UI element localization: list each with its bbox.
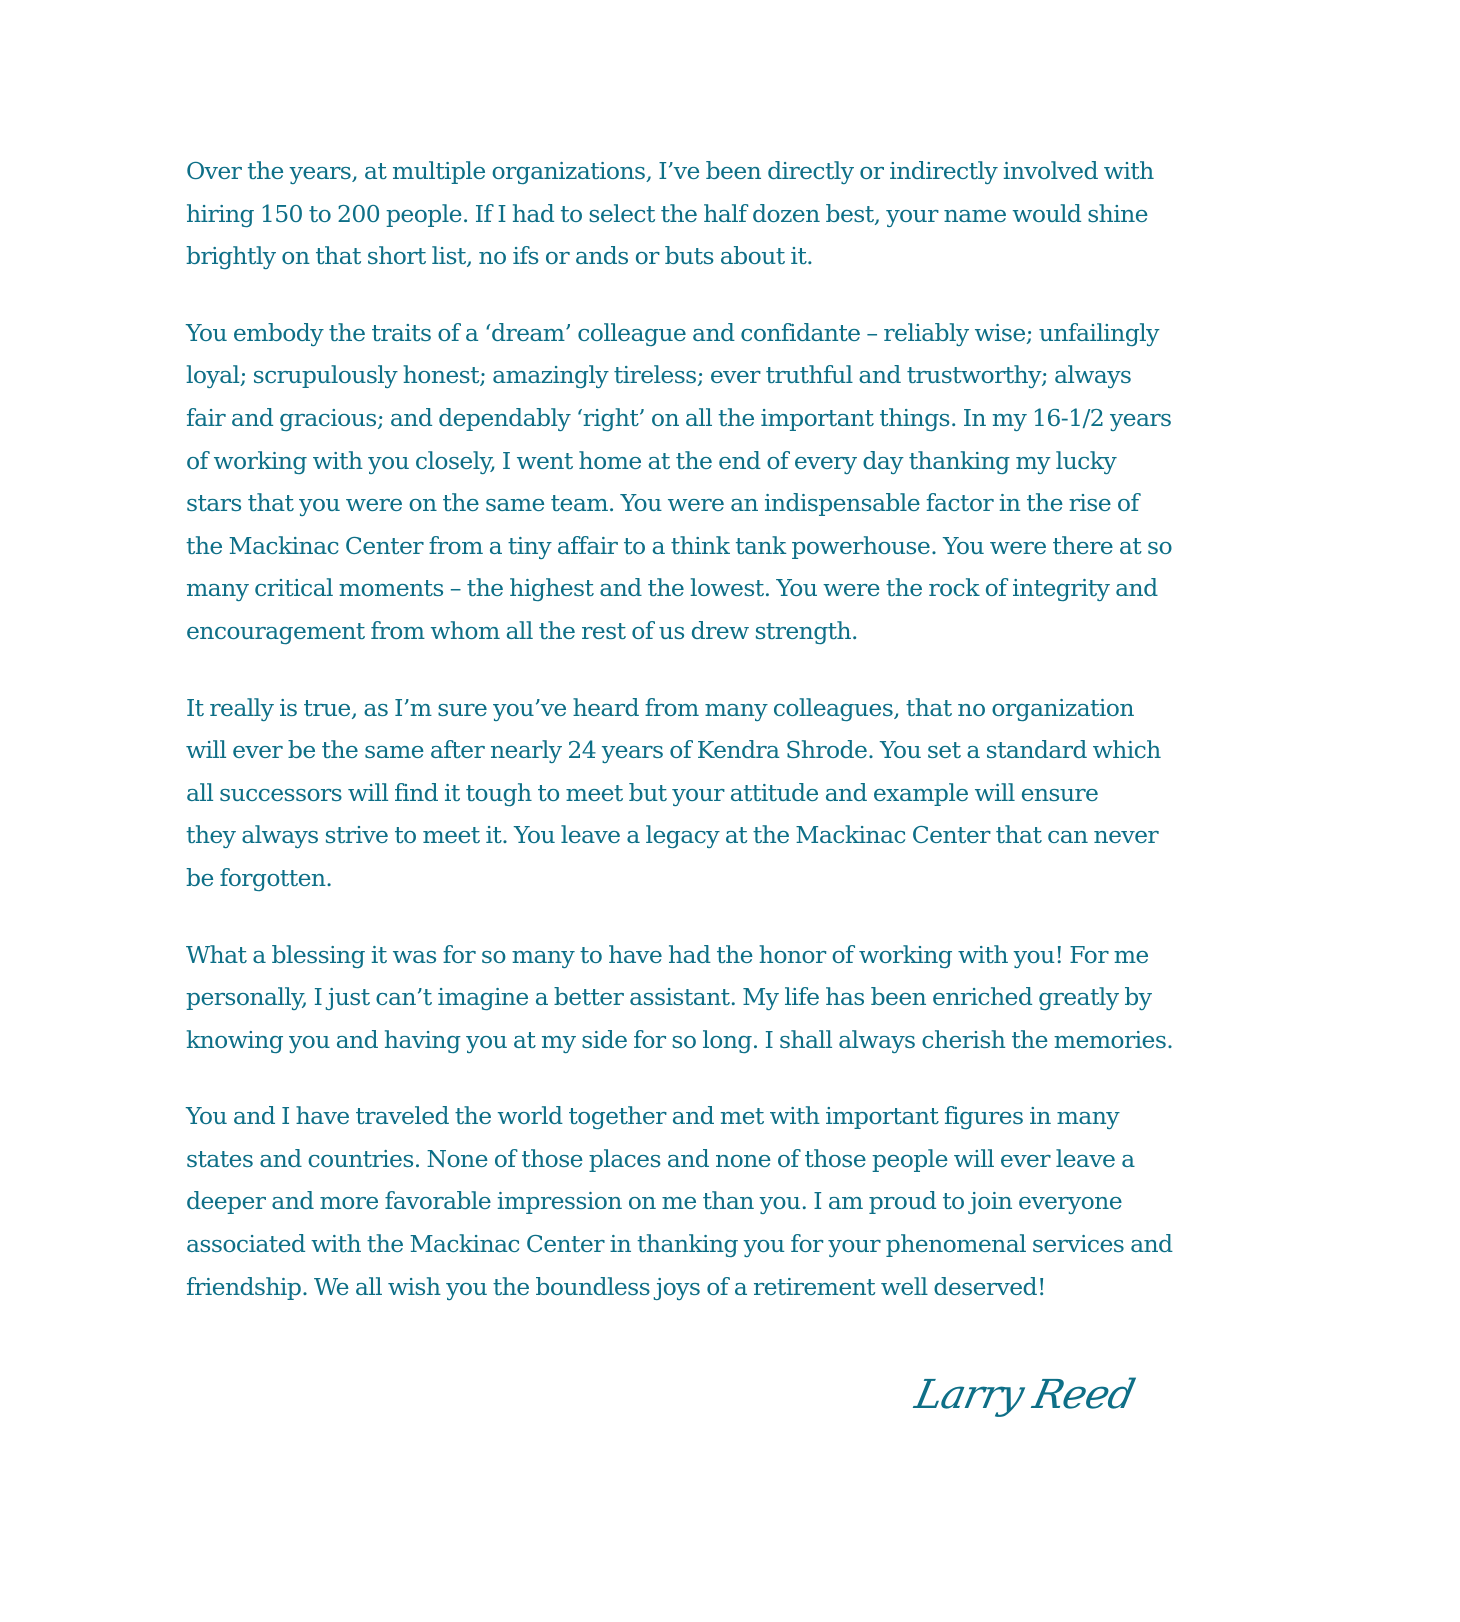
paragraph-5 [186, 1095, 1226, 1308]
text-line: they always strive to meet it. You leave a legacy at the Mackinac Center that can never [186, 821, 1159, 850]
text-line: will ever be the same after nearly 24 years of Kendra Shrode. You set a standard which [186, 736, 1161, 765]
paragraph-2 [186, 312, 1226, 653]
text-line: all successors will find it tough to meet but your attitude and example will ensure [186, 778, 1099, 807]
text-line: many critical moments – the highest and the lowest. You were the rock of integrity and [186, 574, 1158, 603]
signature: Larry Reed [911, 1372, 1138, 1418]
text-line: fair and gracious; and dependably ‘right’ on all the important things. In my 16-1/2 years [186, 403, 1172, 432]
text-line: be forgotten. [186, 863, 333, 892]
text-line: deeper and more favorable impression on me than you. I am proud to join everyone [186, 1187, 1123, 1216]
text-line: What a blessing it was for so many to have had the honor of working with you! For me [186, 940, 1149, 969]
text-line: the Mackinac Center from a tiny affair to a think tank powerhouse. You were there at so [186, 531, 1173, 560]
paragraph-4 [186, 934, 1226, 1062]
text-line: brightly on that short list, no ifs or ands or buts about it. [186, 242, 814, 271]
text-line: associated with the Mackinac Center in thanking you for your phenomenal services and [186, 1230, 1173, 1259]
text-line: hiring 150 to 200 people. If I had to select the half dozen best, your name would shine [186, 199, 1148, 228]
text-line: friendship. We all wish you the boundless joys of a retirement well deserved! [186, 1272, 1046, 1301]
text-line: personally, I just can’t imagine a better assistant. My life has been enriched greatly by [186, 983, 1152, 1012]
text-line: stars that you were on the same team. You were an indispensable factor in the rise of [186, 489, 1139, 518]
text-line: loyal; scrupulously honest; amazingly tireless; ever truthful and trustworthy; always [186, 361, 1132, 390]
text-line: You and I have traveled the world together and met with important figures in many [186, 1102, 1119, 1131]
text-line: Over the years, at multiple organizations, I’ve been directly or indirectly involved with [186, 157, 1154, 185]
text-line: You embody the traits of a ‘dream’ colleague and confidante – reliably wise; unfailingly [186, 318, 1159, 347]
text-line: of working with you closely, I went home at the end of every day thanking my lucky [186, 446, 1117, 475]
letter-body [186, 150, 1226, 1342]
text-line: states and countries. None of those places and none of those people will ever leave a [186, 1144, 1135, 1173]
text-line: knowing you and having you at my side for so long. I shall always cherish the memories. [186, 1025, 1174, 1054]
text-line: It really is true, as I’m sure you’ve heard from many colleagues, that no organization [186, 693, 1134, 722]
paragraph-1 [186, 150, 1226, 278]
text-line: encouragement from whom all the rest of us drew strength. [186, 616, 858, 645]
paragraph-3 [186, 687, 1226, 900]
